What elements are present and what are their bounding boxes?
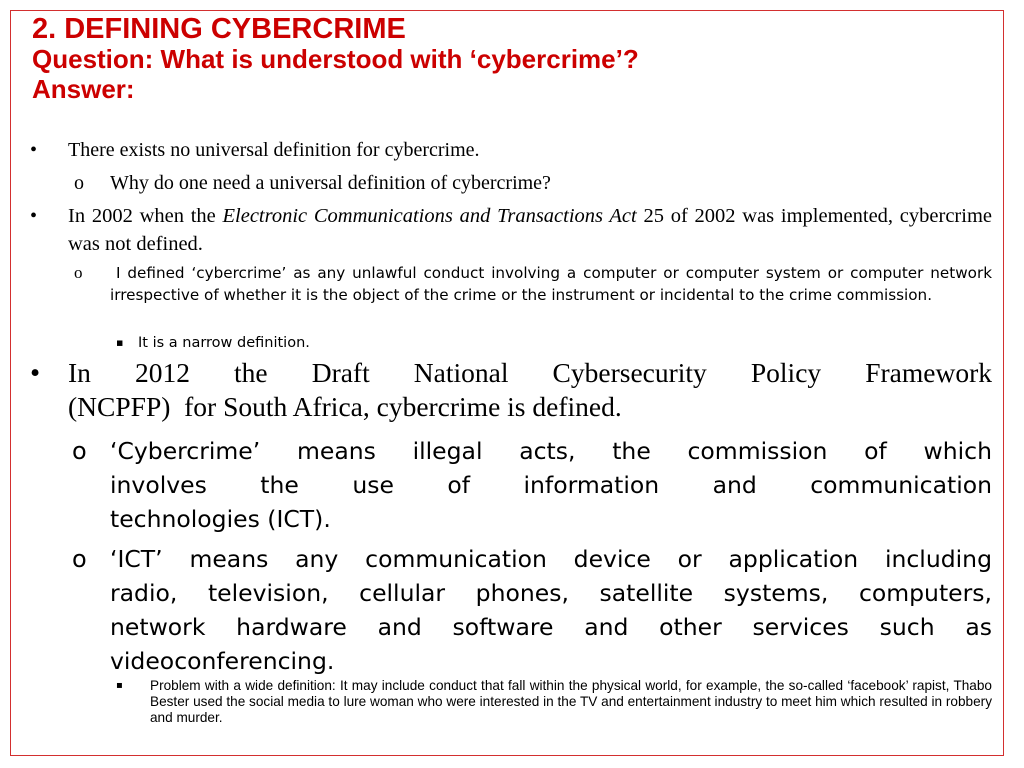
bullet-text-line: In 2012 the Draft National Cybersecurity Policy Framework [68,357,992,388]
sub-bullet-text-line: ‘ICT’ means any communication device or application including [110,545,992,573]
sub-bullet-text: Why do one need a universal definition of cybercrime? [110,172,551,194]
sub-sub-bullet-text: Problem with a wide definition: It may include conduct that fall within the physical world, for example, the so-called ‘facebook’ rapist, Thabo Bester used the social media to lure woman who were interested in the TV and entertainment industry to meet him which resulted in robbery and murder. [150,678,992,725]
sub-bullet-text-line: videoconferencing. [110,647,335,675]
bullet-marker: • [30,205,38,227]
sub-bullet-marker: o [74,263,83,282]
sub-bullet-marker: o [72,545,87,573]
sub-bullet-text-line: ‘Cybercrime’ means illegal acts, the commission of which [110,437,992,465]
sub-bullet-text-line: involves the use of information and communication [110,471,992,499]
sub-sub-bullet-text: It is a narrow definition. [138,335,310,351]
sub-sub-bullet-marker: ▪ [116,680,123,691]
bullet-marker: • [30,357,41,389]
section-heading: 2. DEFINING CYBERCRIME [32,13,406,45]
slide-title [32,14,994,104]
sub-bullet-text-line: technologies (ICT). [110,505,331,533]
sub-bullet-text: I defined ‘cybercrime’ as any unlawful conduct involving a computer or computer system or computer network irrespective of whether it is the object of the crime or the instrument or incidental to the crime commission. [110,264,992,304]
sub-bullet-text-line: radio, television, cellular phones, satellite systems, computers, [110,579,992,607]
bullet-marker: • [30,139,38,161]
sub-bullet-text-line: network hardware and software and other services such as [110,613,992,641]
act-name: Electronic Communications and Transactions Act [222,205,637,227]
sub-bullet-marker: o [74,172,84,194]
bullet-text: There exists no universal definition for cybercrime. [68,139,480,161]
bullet-text-part: 25 of 2002 was implemented, cybercrime was not defined. [68,205,992,255]
bullet-text [68,202,992,258]
sub-sub-bullet-marker: ▪ [116,336,124,349]
question-line: Question: What is understood with ‘cybercrime’? [32,44,639,74]
bullet-text-part: In 2002 when the [68,205,223,227]
sub-bullet-marker: o [72,437,87,465]
answer-label: Answer: [32,74,135,104]
bullet-text-line: (NCPFP) for South Africa, cybercrime is defined. [68,391,622,422]
